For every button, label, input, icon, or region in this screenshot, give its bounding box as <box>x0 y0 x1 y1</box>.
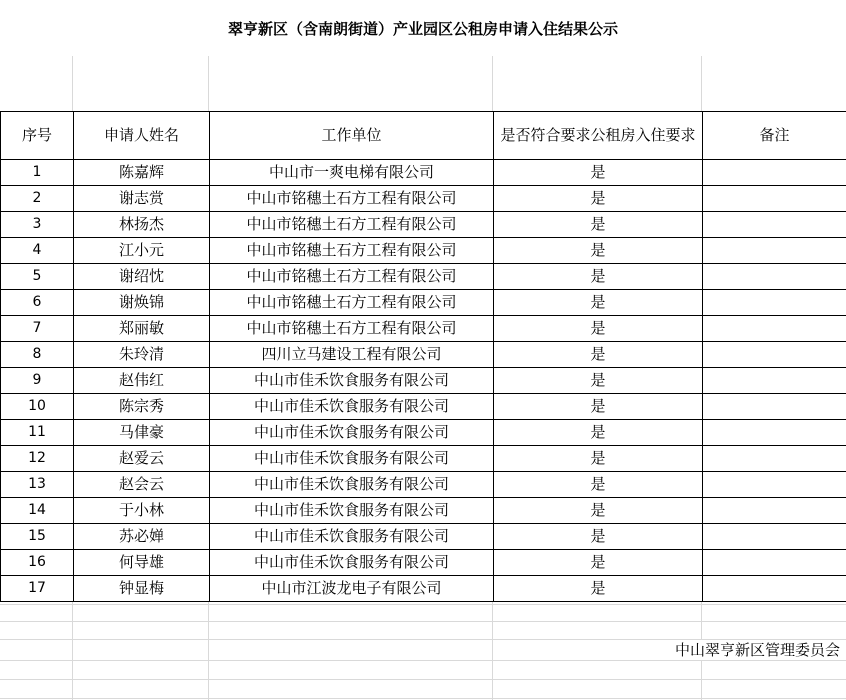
table-row <box>1 238 846 264</box>
table-row <box>1 498 846 524</box>
employer-cell[interactable]: 中山市铭穗土石方工程有限公司 <box>210 186 494 212</box>
gridline <box>0 621 846 622</box>
seq-cell[interactable]: 8 <box>1 342 74 368</box>
name-cell[interactable]: 陈宗秀 <box>74 394 210 420</box>
name-cell[interactable]: 陈嘉辉 <box>74 160 210 186</box>
remark-cell[interactable] <box>703 160 846 186</box>
name-cell[interactable]: 谢志赏 <box>74 186 210 212</box>
table-row <box>1 264 846 290</box>
seq-cell[interactable]: 14 <box>1 498 74 524</box>
eligible-cell[interactable]: 是 <box>494 472 703 498</box>
seq-cell[interactable]: 6 <box>1 290 74 316</box>
eligible-cell[interactable]: 是 <box>494 290 703 316</box>
header-eligible[interactable]: 是否符合要求公租房入住要求 <box>494 112 703 160</box>
eligible-cell[interactable]: 是 <box>494 368 703 394</box>
table-row <box>1 524 846 550</box>
table-row <box>1 550 846 576</box>
table-row <box>1 472 846 498</box>
remark-cell[interactable] <box>703 446 846 472</box>
name-cell[interactable]: 赵爱云 <box>74 446 210 472</box>
header-seq[interactable]: 序号 <box>1 112 74 160</box>
remark-cell[interactable] <box>703 472 846 498</box>
employer-cell[interactable]: 中山市佳禾饮食服务有限公司 <box>210 524 494 550</box>
table-row <box>1 316 846 342</box>
remark-cell[interactable] <box>703 576 846 602</box>
employer-cell[interactable]: 中山市佳禾饮食服务有限公司 <box>210 498 494 524</box>
seq-cell[interactable]: 12 <box>1 446 74 472</box>
eligible-cell[interactable]: 是 <box>494 160 703 186</box>
issuer-signature: 中山翠亨新区管理委员会 <box>671 640 840 660</box>
eligible-cell[interactable]: 是 <box>494 550 703 576</box>
eligible-cell[interactable]: 是 <box>494 394 703 420</box>
remark-cell[interactable] <box>703 524 846 550</box>
remark-cell[interactable] <box>703 420 846 446</box>
name-cell[interactable]: 朱玲清 <box>74 342 210 368</box>
name-cell[interactable]: 江小元 <box>74 238 210 264</box>
employer-cell[interactable]: 中山市佳禾饮食服务有限公司 <box>210 550 494 576</box>
seq-cell[interactable]: 5 <box>1 264 74 290</box>
table-row <box>1 394 846 420</box>
page-title: 翠亨新区（含南朗街道）产业园区公租房申请入住结果公示 <box>0 0 846 56</box>
remark-cell[interactable] <box>703 550 846 576</box>
remark-cell[interactable] <box>703 368 846 394</box>
name-cell[interactable]: 谢绍忱 <box>74 264 210 290</box>
eligible-cell[interactable]: 是 <box>494 212 703 238</box>
remark-cell[interactable] <box>703 316 846 342</box>
gridline <box>0 679 846 680</box>
name-cell[interactable]: 林扬杰 <box>74 212 210 238</box>
eligible-cell[interactable]: 是 <box>494 524 703 550</box>
header-employer[interactable]: 工作单位 <box>210 112 494 160</box>
name-cell[interactable]: 赵伟红 <box>74 368 210 394</box>
gridline <box>0 698 846 699</box>
eligible-cell[interactable]: 是 <box>494 576 703 602</box>
employer-cell[interactable]: 中山市铭穗土石方工程有限公司 <box>210 212 494 238</box>
seq-cell[interactable]: 4 <box>1 238 74 264</box>
remark-cell[interactable] <box>703 264 846 290</box>
header-name[interactable]: 申请人姓名 <box>74 112 210 160</box>
seq-cell[interactable]: 7 <box>1 316 74 342</box>
remark-cell[interactable] <box>703 342 846 368</box>
employer-cell[interactable]: 中山市铭穗土石方工程有限公司 <box>210 238 494 264</box>
seq-cell[interactable]: 13 <box>1 472 74 498</box>
gridline <box>0 660 846 661</box>
name-cell[interactable]: 谢焕锦 <box>74 290 210 316</box>
table-row <box>1 290 846 316</box>
seq-cell[interactable]: 10 <box>1 394 74 420</box>
employer-cell[interactable]: 中山市佳禾饮食服务有限公司 <box>210 394 494 420</box>
name-cell[interactable]: 何导雄 <box>74 550 210 576</box>
name-cell[interactable]: 郑丽敏 <box>74 316 210 342</box>
seq-cell[interactable]: 17 <box>1 576 74 602</box>
seq-cell[interactable]: 11 <box>1 420 74 446</box>
seq-cell[interactable]: 16 <box>1 550 74 576</box>
table-row <box>1 446 846 472</box>
employer-cell[interactable]: 中山市铭穗土石方工程有限公司 <box>210 264 494 290</box>
remark-cell[interactable] <box>703 290 846 316</box>
name-cell[interactable]: 于小林 <box>74 498 210 524</box>
seq-cell[interactable]: 2 <box>1 186 74 212</box>
eligible-cell[interactable]: 是 <box>494 186 703 212</box>
seq-cell[interactable]: 3 <box>1 212 74 238</box>
employer-cell[interactable]: 中山市佳禾饮食服务有限公司 <box>210 446 494 472</box>
remark-cell[interactable] <box>703 212 846 238</box>
header-remark[interactable]: 备注 <box>703 112 846 160</box>
employer-cell[interactable]: 中山市铭穗土石方工程有限公司 <box>210 316 494 342</box>
table-row <box>1 212 846 238</box>
results-table <box>0 111 846 602</box>
remark-cell[interactable] <box>703 238 846 264</box>
seq-cell[interactable]: 15 <box>1 524 74 550</box>
remark-cell[interactable] <box>703 498 846 524</box>
gridline <box>0 604 846 605</box>
name-cell[interactable]: 马侓豪 <box>74 420 210 446</box>
employer-cell[interactable]: 中山市铭穗土石方工程有限公司 <box>210 290 494 316</box>
remark-cell[interactable] <box>703 186 846 212</box>
employer-cell[interactable]: 中山市佳禾饮食服务有限公司 <box>210 472 494 498</box>
eligible-cell[interactable]: 是 <box>494 264 703 290</box>
remark-cell[interactable] <box>703 394 846 420</box>
table-row <box>1 420 846 446</box>
eligible-cell[interactable]: 是 <box>494 238 703 264</box>
table-row <box>1 576 846 602</box>
table-row <box>1 160 846 186</box>
name-cell[interactable]: 赵会云 <box>74 472 210 498</box>
table-row <box>1 186 846 212</box>
eligible-cell[interactable]: 是 <box>494 446 703 472</box>
name-cell[interactable]: 钟显梅 <box>74 576 210 602</box>
employer-cell[interactable]: 中山市佳禾饮食服务有限公司 <box>210 420 494 446</box>
employer-cell[interactable]: 中山市一爽电梯有限公司 <box>210 160 494 186</box>
eligible-cell[interactable]: 是 <box>494 420 703 446</box>
eligible-cell[interactable]: 是 <box>494 342 703 368</box>
employer-cell[interactable]: 中山市江波龙电子有限公司 <box>210 576 494 602</box>
employer-cell[interactable]: 中山市佳禾饮食服务有限公司 <box>210 368 494 394</box>
name-cell[interactable]: 苏必婵 <box>74 524 210 550</box>
eligible-cell[interactable]: 是 <box>494 498 703 524</box>
header-row <box>1 112 846 160</box>
seq-cell[interactable]: 9 <box>1 368 74 394</box>
table-row <box>1 342 846 368</box>
eligible-cell[interactable]: 是 <box>494 316 703 342</box>
table-row <box>1 368 846 394</box>
seq-cell[interactable]: 1 <box>1 160 74 186</box>
employer-cell[interactable]: 四川立马建设工程有限公司 <box>210 342 494 368</box>
